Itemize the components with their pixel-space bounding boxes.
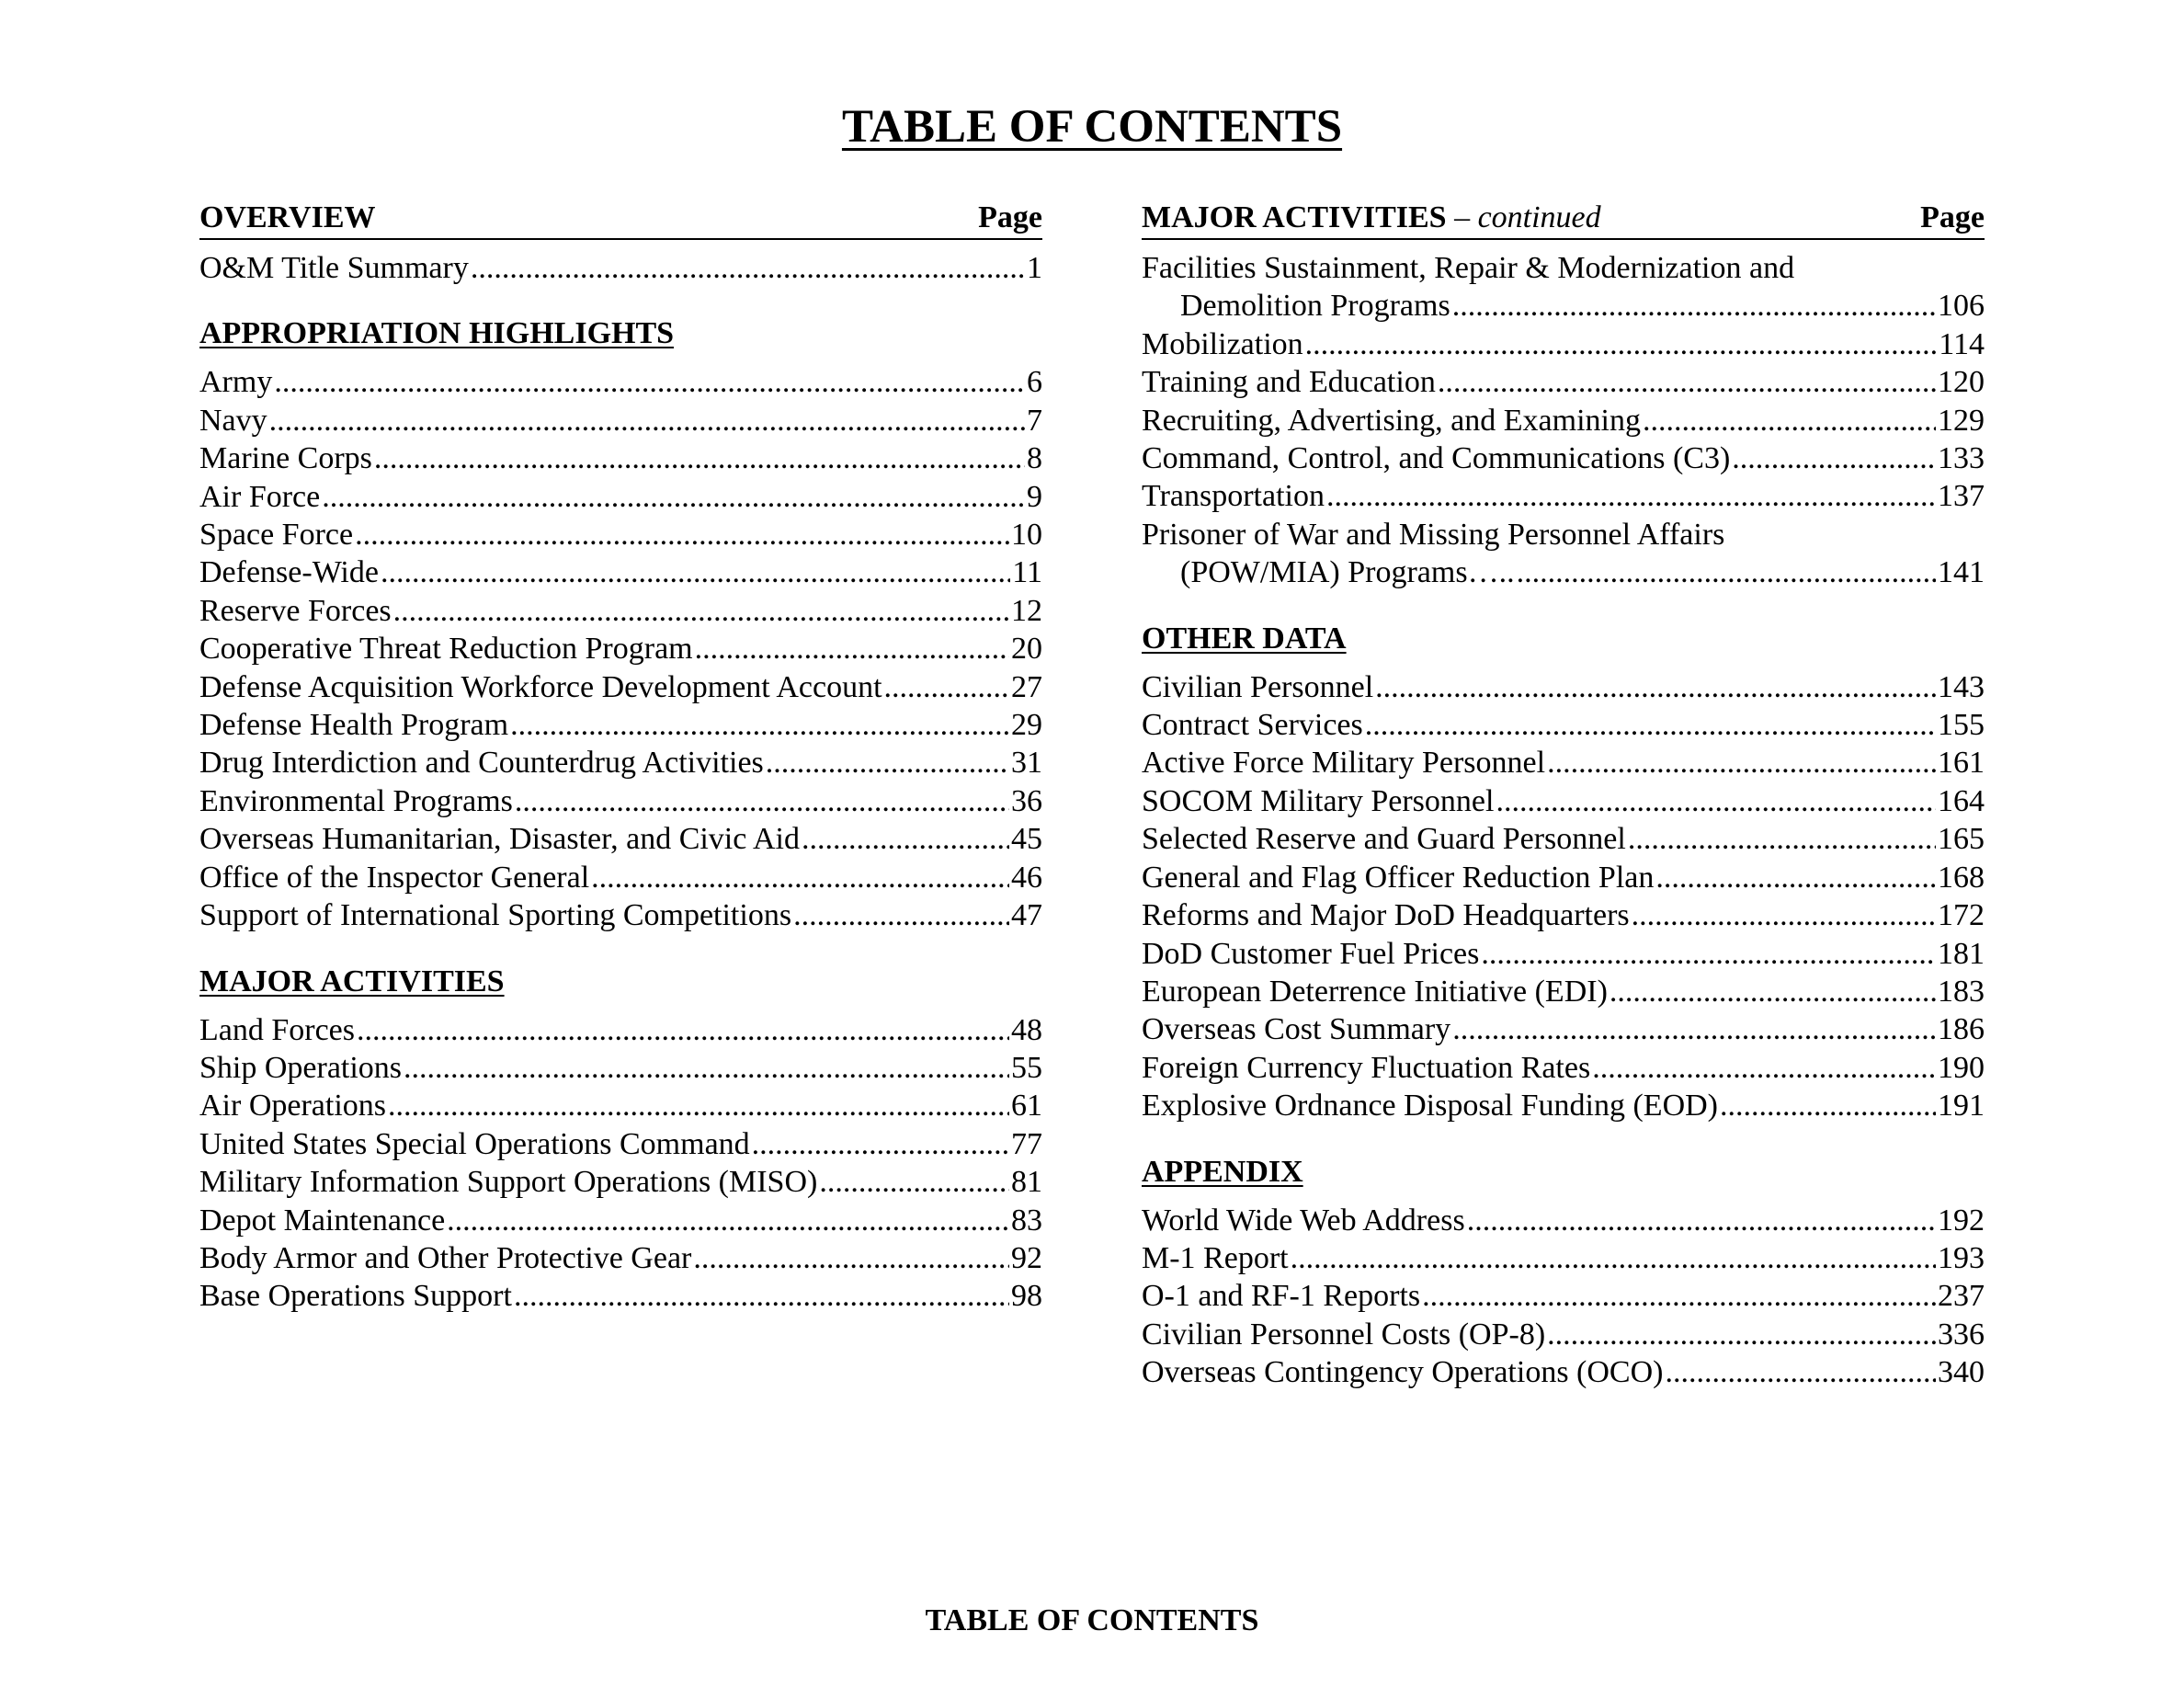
dot-leader: [1467, 1202, 1936, 1239]
toc-entry[interactable]: [199, 896, 1042, 934]
toc-entry-page: 172: [1938, 898, 1985, 933]
toc-entry-label: Body Armor and Other Protective Gear: [199, 1240, 692, 1275]
toc-entry-page: 61: [1011, 1089, 1042, 1123]
toc-entry-label: World Wide Web Address: [1142, 1203, 1465, 1237]
toc-entry[interactable]: [199, 706, 1042, 744]
toc-entry-page: 48: [1011, 1012, 1042, 1047]
dot-leader: [1628, 820, 1936, 858]
toc-entry-page: 27: [1011, 669, 1042, 704]
toc-entry[interactable]: [199, 439, 1042, 477]
toc-entry[interactable]: [199, 859, 1042, 896]
toc-entry[interactable]: [1142, 1353, 1985, 1391]
toc-entry-page: 161: [1938, 746, 1985, 781]
dot-leader: [1452, 1010, 1936, 1048]
toc-entry[interactable]: [1142, 1316, 1985, 1353]
toc-entry[interactable]: [199, 630, 1042, 667]
toc-entry-label: Command, Control, and Communications (C3): [1142, 441, 1731, 476]
toc-entry-page: 47: [1011, 898, 1042, 933]
toc-entry[interactable]: [1142, 477, 1985, 515]
dot-leader: [1481, 935, 1936, 973]
toc-right-column: [1142, 198, 1985, 1392]
toc-entry[interactable]: [1142, 1239, 1985, 1277]
dot-leader: [1655, 859, 1936, 896]
page-title: TABLE OF CONTENTS: [841, 101, 1343, 153]
toc-entry[interactable]: [1142, 325, 1985, 363]
toc-entry-page: 141: [1938, 555, 1985, 590]
toc-entry-label: Ship Operations: [199, 1050, 403, 1085]
dot-leader: [693, 1239, 1009, 1277]
toc-entry-label: M-1 Report: [1142, 1240, 1289, 1275]
toc-entry-page: 9: [1027, 479, 1042, 514]
toc-entry-label: Defense Health Program: [199, 708, 509, 743]
toc-entry-page: 106: [1938, 289, 1985, 324]
dot-leader: [1720, 1087, 1936, 1124]
toc-entry-label: Depot Maintenance: [199, 1203, 446, 1237]
dot-leader: [388, 1087, 1009, 1124]
toc-entry[interactable]: [199, 668, 1042, 706]
toc-entry[interactable]: [1142, 363, 1985, 401]
toc-entry-page: 168: [1938, 860, 1985, 895]
toc-entry[interactable]: [199, 1087, 1042, 1124]
toc-entry-label: Environmental Programs: [199, 783, 513, 818]
toc-entry-label: Reserve Forces: [199, 593, 392, 628]
toc-entry-label: Reforms and Major DoD Headquarters: [1142, 898, 1630, 933]
major-activities-heading: MAJOR ACTIVITIES: [199, 964, 505, 998]
toc-entry[interactable]: [1142, 668, 1985, 706]
toc-entry-label: United States Special Operations Command: [199, 1126, 750, 1161]
page-column-heading: Page: [1920, 200, 1985, 234]
continued-label: – continued: [1454, 200, 1601, 234]
toc-entry-page: 20: [1011, 632, 1042, 667]
appendix-heading: APPENDIX: [1142, 1154, 1303, 1189]
dot-leader: [819, 1163, 1009, 1201]
toc-entry[interactable]: [199, 516, 1042, 553]
toc-entry-page: 36: [1011, 783, 1042, 818]
dot-leader: [1732, 439, 1936, 477]
major-continued-header: [1142, 198, 1985, 240]
appendix-list: [1142, 1202, 1985, 1392]
toc-entry-label: Demolition Programs: [1180, 289, 1450, 324]
toc-entry-page: 31: [1011, 746, 1042, 781]
toc-entry-label: Training and Education: [1142, 365, 1436, 400]
toc-entry-page: 164: [1938, 783, 1985, 818]
dot-leader: [1632, 896, 1936, 934]
toc-entry-page: 165: [1938, 822, 1985, 857]
toc-entry-page: 137: [1938, 479, 1985, 514]
toc-entry[interactable]: [199, 1239, 1042, 1277]
toc-entry-label: Space Force: [199, 518, 354, 553]
toc-entry[interactable]: [199, 363, 1042, 401]
major-continued-list: [1142, 325, 1985, 516]
toc-entry[interactable]: [199, 1202, 1042, 1239]
toc-entry[interactable]: [199, 478, 1042, 516]
dot-leader: [1305, 325, 1938, 363]
dot-leader: [1452, 287, 1936, 325]
dot-leader: [1547, 1316, 1936, 1353]
dot-leader: [1517, 553, 1936, 591]
toc-entry[interactable]: [199, 820, 1042, 858]
toc-entry[interactable]: [1142, 744, 1985, 781]
other-data-list: [1142, 668, 1985, 1125]
toc-entry-label: Army: [199, 365, 273, 400]
toc-entry-page: 83: [1011, 1203, 1042, 1237]
dot-leader: [357, 1011, 1009, 1049]
toc-entry-page: 193: [1938, 1240, 1985, 1275]
toc-entry[interactable]: [199, 1163, 1042, 1201]
toc-entry[interactable]: [199, 1125, 1042, 1163]
toc-entry-page: 12: [1011, 593, 1042, 628]
toc-entry-label: Drug Interdiction and Counterdrug Activities: [199, 746, 764, 781]
toc-entry-label: Base Operations Support: [199, 1279, 512, 1314]
toc-entry[interactable]: [199, 1011, 1042, 1049]
dot-leader: [1643, 402, 1936, 439]
dot-leader: [404, 1049, 1009, 1087]
dot-leader: [393, 592, 1009, 630]
toc-entry-label: European Deterrence Initiative (EDI): [1142, 974, 1608, 1009]
toc-entry-line: Facilities Sustainment, Repair & Modernization and: [1142, 251, 1795, 285]
toc-entry-label: Civilian Personnel: [1142, 669, 1374, 704]
toc-entry-page: 129: [1938, 403, 1985, 438]
toc-entry-page: 77: [1011, 1126, 1042, 1161]
toc-entry[interactable]: [199, 782, 1042, 820]
toc-entry-page: 186: [1938, 1012, 1985, 1047]
appropriation-heading: APPROPRIATION HIGHLIGHTS: [199, 316, 675, 351]
toc-entry-label: O&M Title Summary: [199, 251, 469, 285]
toc-entry-label: Navy: [199, 403, 267, 438]
toc-entry-page: 6: [1027, 365, 1042, 400]
toc-entry-label: Explosive Ordnance Disposal Funding (EOD): [1142, 1089, 1719, 1123]
dot-leader: [447, 1202, 1009, 1239]
toc-entry-label: SOCOM Military Personnel: [1142, 783, 1495, 818]
page-column-heading: Page: [978, 200, 1042, 234]
toc-entry-label: DoD Customer Fuel Prices: [1142, 936, 1480, 971]
toc-entry-page: 8: [1027, 441, 1042, 476]
toc-entry-page: 237: [1938, 1279, 1985, 1314]
toc-entry-label: Overseas Cost Summary: [1142, 1012, 1451, 1047]
dot-leader: [471, 249, 1025, 287]
dot-leader: [1438, 363, 1936, 401]
toc-entry[interactable]: [199, 1049, 1042, 1087]
overview-header: [199, 198, 1042, 240]
dot-leader: [322, 478, 1025, 516]
dot-leader: [355, 516, 1009, 553]
major-activities-list: [199, 1011, 1042, 1316]
dot-leader: [381, 553, 1010, 591]
toc-entry-page: 81: [1011, 1165, 1042, 1200]
toc-entry[interactable]: [1142, 896, 1985, 934]
toc-entry-page: 1: [1027, 251, 1042, 285]
dot-leader: [269, 402, 1025, 439]
toc-entry-label: Overseas Contingency Operations (OCO): [1142, 1355, 1664, 1390]
dot-leader: [1422, 1277, 1936, 1315]
toc-entry[interactable]: [1142, 1277, 1985, 1315]
toc-entry[interactable]: [199, 744, 1042, 781]
toc-entry-page: 155: [1938, 708, 1985, 743]
toc-entry-label: Transportation: [1142, 479, 1325, 514]
dot-leader: [515, 782, 1009, 820]
dot-leader: [766, 744, 1009, 781]
toc-entry-page: 92: [1011, 1240, 1042, 1275]
toc-entry[interactable]: [1142, 935, 1985, 973]
toc-entry[interactable]: [199, 1277, 1042, 1315]
dot-leader: [374, 439, 1025, 477]
toc-entry-label: Civilian Personnel Costs (OP-8): [1142, 1317, 1546, 1352]
overview-heading: OVERVIEW: [199, 200, 376, 234]
toc-entry-page: 45: [1011, 822, 1042, 857]
dot-leader: [884, 668, 1009, 706]
page-footer: TABLE OF CONTENTS: [925, 1603, 1259, 1637]
toc-entry-label: Marine Corps: [199, 441, 372, 476]
toc-entry-page: 340: [1938, 1355, 1985, 1390]
toc-entry-page: 55: [1011, 1050, 1042, 1085]
toc-entry[interactable]: [1142, 820, 1985, 858]
dot-leader: [1547, 744, 1936, 781]
toc-entry-label: Support of International Sporting Competitions: [199, 898, 792, 933]
toc-entry-label: Air Operations: [199, 1089, 387, 1123]
toc-entry[interactable]: [199, 402, 1042, 439]
toc-entry[interactable]: [1142, 859, 1985, 896]
toc-entry-label: General and Flag Officer Reduction Plan: [1142, 860, 1655, 895]
toc-entry-page: 10: [1011, 518, 1042, 553]
toc-entry-label: O-1 and RF-1 Reports: [1142, 1279, 1421, 1314]
toc-entry-label: Air Force: [199, 479, 321, 514]
dot-leader: [802, 820, 1009, 858]
toc-entry[interactable]: [199, 249, 1042, 287]
dot-leader: [1365, 706, 1936, 744]
toc-entry-label: Mobilization: [1142, 326, 1303, 361]
dot-leader: [695, 630, 1009, 667]
dot-leader: [1592, 1049, 1936, 1087]
dot-leader: [1610, 973, 1936, 1010]
toc-entry-page: 190: [1938, 1050, 1985, 1085]
dot-leader: [510, 706, 1009, 744]
toc-entry[interactable]: [1142, 1087, 1985, 1124]
toc-entry[interactable]: [1142, 1010, 1985, 1048]
toc-entry-page: 46: [1011, 860, 1042, 895]
toc-entry-label: Military Information Support Operations (MISO): [199, 1165, 818, 1200]
toc-entry-page: 133: [1938, 441, 1985, 476]
toc-entry[interactable]: [199, 553, 1042, 591]
toc-entry[interactable]: [1142, 973, 1985, 1010]
toc-entry-label: Cooperative Threat Reduction Program: [199, 632, 693, 667]
toc-entry-label: Foreign Currency Fluctuation Rates: [1142, 1050, 1591, 1085]
toc-entry-label: Land Forces: [199, 1012, 356, 1047]
toc-entry-label: Recruiting, Advertising, and Examining: [1142, 403, 1641, 438]
toc-entry-label: Selected Reserve and Guard Personnel: [1142, 822, 1626, 857]
toc-entry-page: 29: [1011, 708, 1042, 743]
other-data-heading: OTHER DATA: [1142, 621, 1347, 656]
toc-entry[interactable]: [1142, 1202, 1985, 1239]
toc-entry-page: 120: [1938, 365, 1985, 400]
toc-entry-page: 98: [1011, 1279, 1042, 1314]
toc-entry[interactable]: [1142, 402, 1985, 439]
dot-leader: [1665, 1353, 1936, 1391]
toc-entry[interactable]: [1142, 782, 1985, 820]
toc-entry-page: 336: [1938, 1317, 1985, 1352]
appropriation-list: [199, 363, 1042, 934]
toc-entry-label: Overseas Humanitarian, Disaster, and Civic Aid: [199, 822, 800, 857]
toc-entry[interactable]: [1142, 706, 1985, 744]
dot-leader: [752, 1125, 1009, 1163]
toc-entry-label: Defense-Wide: [199, 555, 379, 590]
toc-entry[interactable]: [199, 592, 1042, 630]
toc-left-column: [199, 198, 1042, 1316]
dot-leader: [1496, 782, 1936, 820]
toc-entry-page: 191: [1938, 1089, 1985, 1123]
dot-leader: [1291, 1239, 1936, 1277]
toc-entry-page: 11: [1012, 555, 1042, 590]
toc-entry[interactable]: [1142, 1049, 1985, 1087]
toc-entry-page: 183: [1938, 974, 1985, 1009]
toc-entry-line: Prisoner of War and Missing Personnel Affairs: [1142, 517, 1725, 552]
dot-leader: [1326, 477, 1936, 515]
toc-entry-page: 181: [1938, 936, 1985, 971]
major-continued-heading: MAJOR ACTIVITIES: [1142, 200, 1447, 234]
toc-entry[interactable]: [1142, 553, 1985, 591]
overview-list: [199, 249, 1042, 287]
toc-entry-page: 114: [1939, 326, 1985, 361]
toc-entry-label: Defense Acquisition Workforce Development Account: [199, 669, 882, 704]
dot-leader: [591, 859, 1009, 896]
toc-entry[interactable]: [1142, 439, 1985, 477]
dot-leader: [793, 896, 1009, 934]
toc-entry-page: 192: [1938, 1203, 1985, 1237]
toc-entry-page: 143: [1938, 669, 1985, 704]
toc-entry-page: 7: [1027, 403, 1042, 438]
dot-leader: [274, 363, 1025, 401]
toc-entry-label: Contract Services: [1142, 708, 1363, 743]
toc-entry-label: Active Force Military Personnel: [1142, 746, 1546, 781]
dot-leader: [514, 1277, 1009, 1315]
dot-leader: [1375, 668, 1936, 706]
toc-entry-label: (POW/MIA) Programs…..: [1180, 555, 1515, 590]
toc-entry[interactable]: [1142, 287, 1985, 325]
toc-entry-label: Office of the Inspector General: [199, 860, 590, 895]
